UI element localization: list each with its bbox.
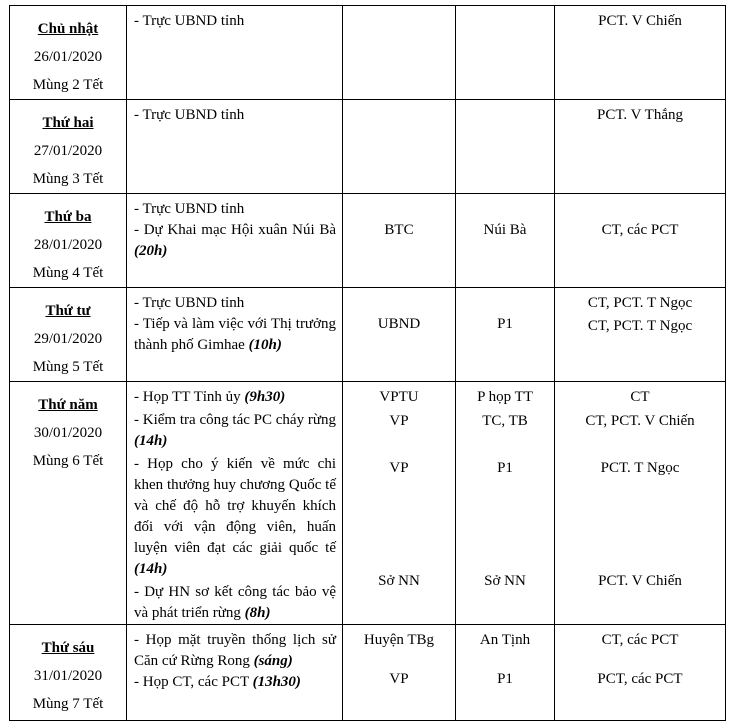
prep-text: VPTU	[379, 389, 419, 405]
activity	[134, 314, 336, 356]
day-cell	[10, 100, 127, 194]
activity-time: (13h30)	[252, 674, 301, 690]
day-date: 29/01/2020	[33, 331, 103, 347]
table-row	[10, 382, 726, 625]
prep-text: VP	[389, 460, 409, 476]
lead-text: PCT. V Thắng	[597, 107, 683, 123]
lead-cell	[555, 382, 726, 625]
activity-text: - Họp CT, các PCT	[134, 674, 253, 690]
lead-cell	[555, 288, 726, 382]
lead-text: CT, PCT. V Chiến	[585, 413, 695, 429]
content-cell	[127, 194, 343, 288]
day-date: 27/01/2020	[33, 143, 103, 159]
activity	[134, 630, 336, 672]
day-tet: Mùng 3 Tết	[32, 171, 104, 187]
place-text: TC, TB	[482, 413, 528, 429]
lead-cell	[555, 625, 726, 721]
activity-text: - Dự Khai mạc Hội xuân Núi Bà	[134, 222, 336, 238]
place-text: An Tịnh	[479, 632, 531, 648]
lead-text: PCT. V Chiến	[598, 13, 682, 29]
lead-text: CT, các PCT	[601, 222, 679, 238]
activity-time: (9h30)	[244, 389, 286, 405]
prep-text: Huyện TBg	[363, 632, 435, 648]
place-cell	[456, 382, 555, 625]
activity-time: (14h)	[134, 433, 168, 449]
day-date: 30/01/2020	[33, 425, 103, 441]
prep-cell	[343, 625, 456, 721]
prep-text: Sở NN	[378, 573, 420, 589]
lead-text: CT, các PCT	[601, 632, 679, 648]
activity-text: - Trực UBND tỉnh	[134, 295, 245, 311]
lead-text: PCT. V Chiến	[598, 573, 682, 589]
lead-text: CT	[630, 389, 650, 405]
prep-cell	[343, 100, 456, 194]
activity	[134, 293, 336, 314]
prep-text: VP	[389, 413, 409, 429]
activity-time: (10h)	[248, 337, 282, 353]
prep-cell	[343, 382, 456, 625]
activity-time: (20h)	[134, 243, 168, 259]
prep-text: BTC	[384, 222, 414, 238]
day-name: Thứ ba	[44, 209, 92, 225]
activity	[134, 199, 336, 220]
day-tet: Mùng 5 Tết	[32, 359, 104, 375]
content-cell	[127, 100, 343, 194]
activity	[134, 454, 336, 580]
table-row	[10, 288, 726, 382]
lead-text: PCT. T Ngọc	[600, 460, 680, 476]
day-tet: Mùng 6 Tết	[32, 453, 104, 469]
place-text: P1	[497, 460, 513, 476]
activity-time: (8h)	[244, 605, 271, 621]
place-cell	[456, 288, 555, 382]
day-cell	[10, 625, 127, 721]
activity-text: - Họp mặt truyền thống lịch sử Căn cứ Rừng Rong	[134, 632, 336, 669]
activity	[134, 410, 336, 452]
day-name: Chủ nhật	[37, 21, 99, 37]
day-cell	[10, 194, 127, 288]
day-date: 31/01/2020	[33, 668, 103, 684]
day-name: Thứ sáu	[41, 640, 95, 656]
activity-text: - Trực UBND tỉnh	[134, 13, 245, 29]
lead-cell	[555, 194, 726, 288]
lead-text: CT, PCT. T Ngọc	[587, 318, 693, 334]
day-tet: Mùng 4 Tết	[32, 265, 104, 281]
place-text: Sở NN	[484, 573, 526, 589]
day-tet: Mùng 7 Tết	[32, 696, 104, 712]
day-date: 28/01/2020	[33, 237, 103, 253]
activity-text: - Họp cho ý kiến về mức chi khen thưởng huy chương Quốc tế và chế độ hỗ trợ khuyến khích đối với vận động viên, huấn luyện viên đạt các giải quốc tế	[134, 456, 336, 556]
day-tet: Mùng 2 Tết	[32, 77, 104, 93]
place-text: Núi Bà	[483, 222, 527, 238]
place-cell	[456, 100, 555, 194]
content-cell	[127, 625, 343, 721]
lead-text: PCT, các PCT	[597, 671, 683, 687]
table-row	[10, 6, 726, 100]
activity	[134, 11, 336, 32]
day-name: Thứ năm	[38, 397, 98, 413]
day-cell	[10, 6, 127, 100]
place-cell	[456, 625, 555, 721]
lead-cell	[555, 100, 726, 194]
place-cell	[456, 6, 555, 100]
schedule-table	[9, 5, 726, 721]
activity-text: - Họp TT Tỉnh ủy	[134, 389, 245, 405]
activity	[134, 220, 336, 262]
day-name: Thứ hai	[42, 115, 94, 131]
activity	[134, 672, 336, 693]
day-date: 26/01/2020	[33, 49, 103, 65]
content-cell	[127, 382, 343, 625]
prep-text: VP	[389, 671, 409, 687]
content-cell	[127, 6, 343, 100]
activity-text: - Trực UBND tỉnh	[134, 201, 245, 217]
table-row	[10, 100, 726, 194]
activity-text: - Kiểm tra công tác PC cháy rừng	[134, 412, 336, 428]
prep-text: UBND	[377, 316, 421, 332]
activity-text: - Tiếp và làm việc với Thị trưởng thành phố Gimhae	[134, 316, 336, 353]
place-cell	[456, 194, 555, 288]
activity	[134, 105, 336, 126]
activity	[134, 582, 336, 624]
table-row	[10, 194, 726, 288]
table-row	[10, 625, 726, 721]
activity-time: (sáng)	[253, 653, 293, 669]
activity	[134, 387, 336, 408]
day-name: Thứ tư	[45, 303, 91, 319]
prep-cell	[343, 288, 456, 382]
activity-text: - Trực UBND tỉnh	[134, 107, 245, 123]
day-cell	[10, 382, 127, 625]
place-text: P họp TT	[477, 389, 533, 405]
activity-time: (14h)	[134, 561, 168, 577]
activity-text: - Dự HN sơ kết công tác bảo vệ và phát triển rừng	[134, 584, 336, 621]
place-text: P1	[497, 316, 513, 332]
day-cell	[10, 288, 127, 382]
prep-cell	[343, 194, 456, 288]
prep-cell	[343, 6, 456, 100]
place-text: P1	[497, 671, 513, 687]
content-cell	[127, 288, 343, 382]
lead-cell	[555, 6, 726, 100]
lead-text: CT, PCT. T Ngọc	[587, 295, 693, 311]
